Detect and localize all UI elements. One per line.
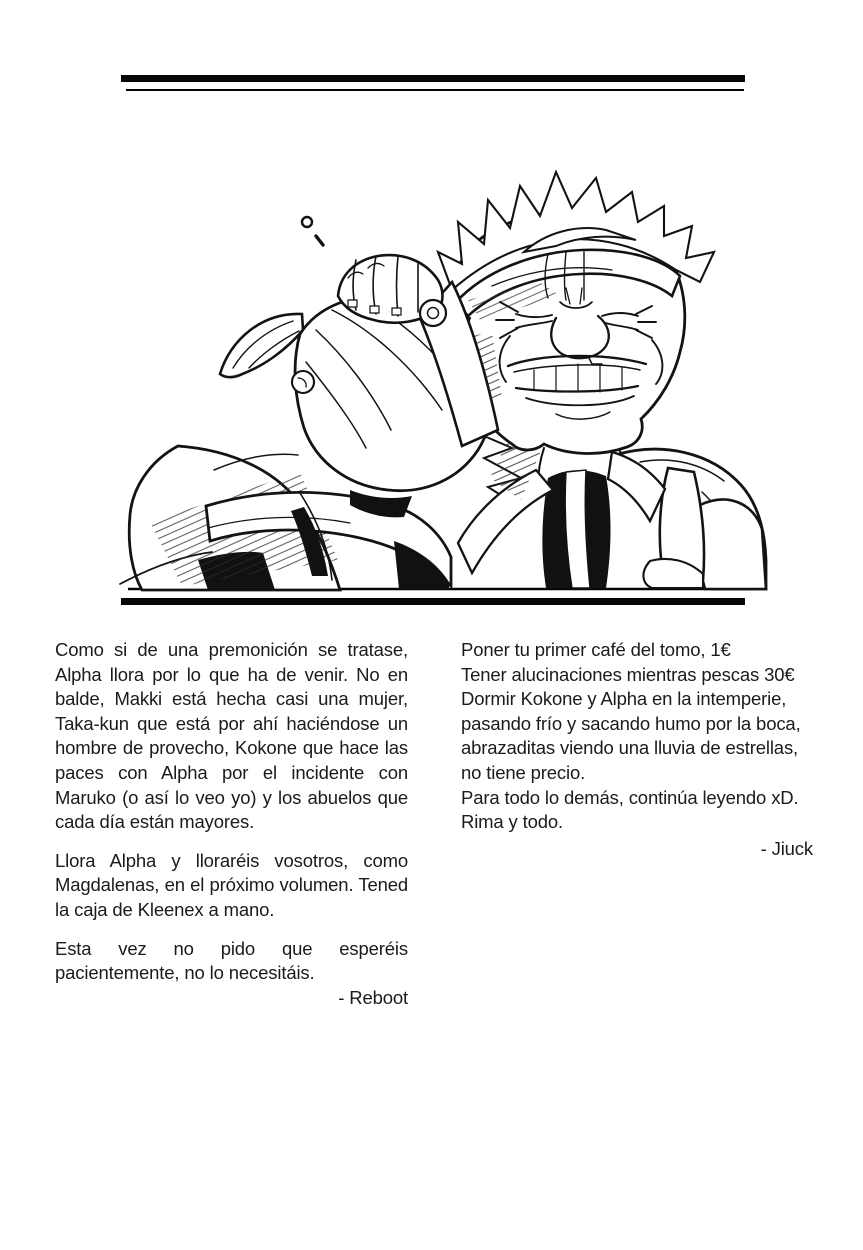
man-nose: [551, 316, 609, 358]
paragraph-para-todo-lo-demas: Para todo lo demás, continúa leyendo xD. Rima y todo.: [461, 786, 799, 833]
left-text-column: [55, 638, 408, 1010]
paragraph-esta-vez: Esta vez no pido que esperéis pacientemente, no lo necesitáis.: [55, 937, 408, 984]
paragraph-llora-alpha: Llora Alpha y lloraréis vosotros, como Magdalenas, en el próximo volumen. Tened la caja de Kleenex a mano.: [55, 849, 408, 920]
girl-ear: [292, 371, 314, 393]
line-alucinaciones: Tener alucinaciones mientras pescas 30€: [461, 663, 795, 685]
illustration: [100, 138, 780, 600]
signature-jiuck: - Jiuck: [760, 837, 813, 859]
signature-reboot: - Reboot: [338, 986, 408, 1008]
frame-bottom-thick-rule: [121, 598, 745, 605]
frame-top-thin-rule: [126, 89, 744, 91]
paragraph-premonition: Como si de una premonición se tratase, Alpha llora por lo que ha de venir. No en balde, Makki está hecha casi una mujer, Taka-kun que está por ahí haciéndose un hombre de provecho, Kokone que hace las paces con Alpha por el incidente con Maruko (o así lo veo yo) y los abuelos que cada día están mayores.: [55, 639, 408, 833]
paragraph-no-tiene-precio: Dormir Kokone y Alpha en la intemperie, pasando frío y sacando humo por la boca, abrazaditas viendo una lluvia de estrellas, no tiene precio.: [461, 688, 801, 783]
right-text-column: [461, 638, 813, 861]
frame-top-thick-rule: [121, 75, 745, 82]
teardrop-speck-icon: [302, 217, 323, 245]
line-primer-cafe: Poner tu primer café del tomo, 1€: [461, 639, 731, 660]
